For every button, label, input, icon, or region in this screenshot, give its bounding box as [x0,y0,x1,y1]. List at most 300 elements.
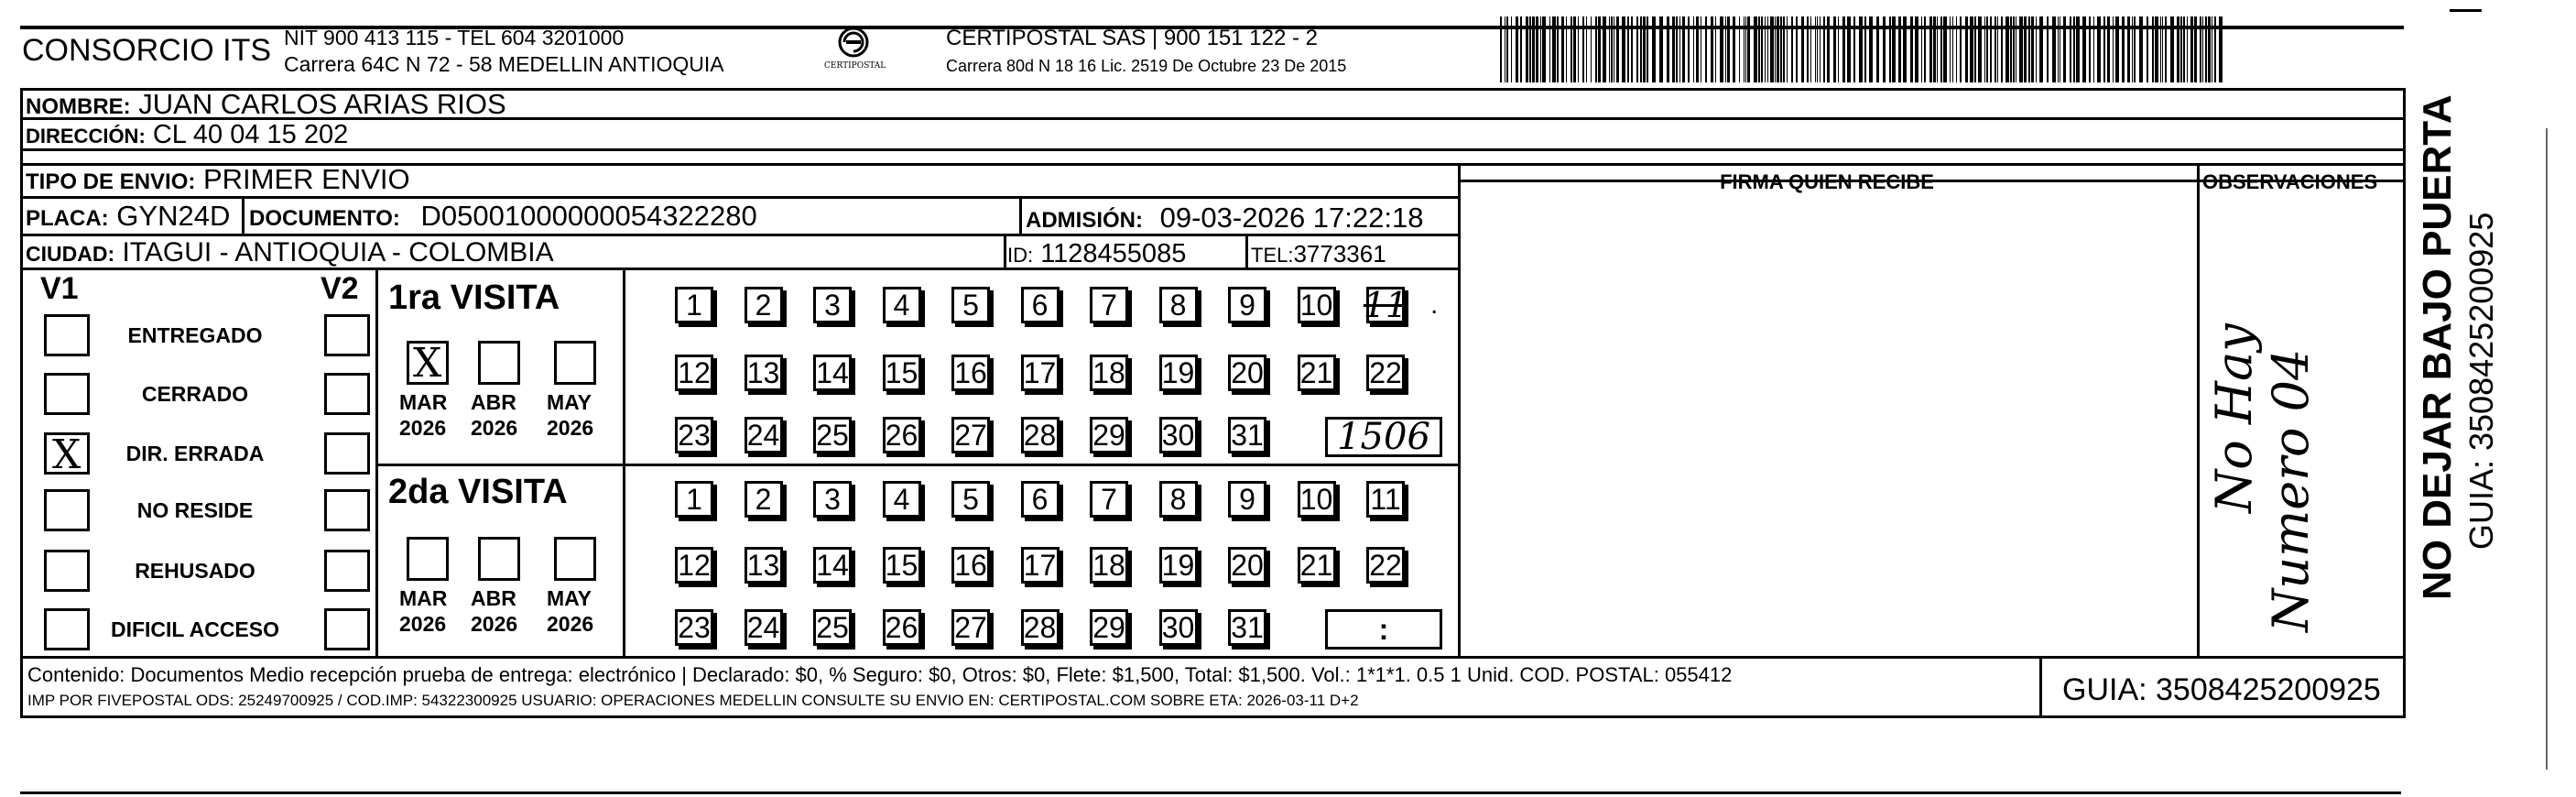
day-box[interactable]: 22 [1366,547,1405,584]
footer-imp: IMP POR FIVEPOSTAL ODS: 25249700925 / COD.IMP: 54322300925 USUARIO: OPERACIONES MEDELLIN CONSULTE SU ENVIO EN: CERTIPOSTAL.COM SOBRE ETA: 2026-03-11 D+2 [27,692,1359,709]
v1-checkbox[interactable] [44,314,90,356]
barcode-bar [2147,16,2148,82]
day-box[interactable]: 13 [745,547,783,584]
barcode-bar [2103,16,2105,82]
barcode-bar [2024,16,2027,82]
barcode [1498,16,2225,82]
v2-checkbox[interactable] [324,373,370,415]
day-box[interactable]: 15 [883,355,921,391]
barcode-bar [2190,16,2193,82]
barcode-bar [1978,16,1982,82]
barcode-bar [1997,16,1998,82]
placa-label: PLACA: [26,206,109,231]
month-label: MAY [547,586,592,610]
admision-value: 09-03-2026 17:22:18 [1159,202,1424,234]
id-label: ID: [1007,244,1034,267]
v1-checkbox[interactable] [44,608,90,650]
day-box[interactable]: 27 [951,417,990,453]
firma-header: FIRMA QUIEN RECIBE [1720,170,1934,193]
year-label: 2026 [399,416,447,440]
month-checkbox[interactable] [407,537,449,581]
month-checkbox[interactable] [478,341,520,385]
day-box[interactable]: 17 [1021,355,1060,391]
day-box[interactable]: 7 [1090,481,1128,518]
day-box[interactable]: 20 [1228,355,1266,391]
day-box[interactable]: 19 [1159,547,1198,584]
barcode-bar [1739,16,1740,82]
barcode-bar [2194,16,2197,82]
tel-label: TEL: [1251,244,1294,267]
day-box[interactable]: 23 [675,609,713,646]
barcode-bar [2183,16,2185,82]
barcode-bar [2122,16,2125,82]
barcode-bar [1520,16,1522,82]
corner-mark [2450,9,2482,12]
barcode-bar [2073,16,2075,82]
barcode-bar [1578,16,1579,82]
barcode-bar [1582,16,1584,82]
barcode-bar [1536,16,1538,82]
barcode-bar [1557,16,1559,82]
barcode-bar [1823,16,1825,82]
barcode-bar [1500,16,1502,82]
day-box[interactable]: 31 [1228,609,1266,646]
barcode-bar [1898,16,1901,82]
v1-checkbox[interactable] [44,373,90,415]
barcode-bar [1747,16,1750,82]
ciudad-label: CIUDAD: [26,242,115,266]
barcode-bar [2200,16,2201,82]
barcode-bar [1770,16,1774,82]
barcode-bar [2097,16,2101,82]
month-checkbox[interactable] [407,341,449,385]
barcode-bar [1647,16,1648,82]
barcode-bar [2089,16,2091,82]
v1-checkbox[interactable] [44,550,90,592]
barcode-bar [1627,16,1629,82]
barcode-bar [1676,16,1678,82]
bottom-rule [20,792,2401,794]
tel-value: 3773361 [1293,240,1386,267]
v1-label: V1 [40,271,79,306]
v1-checkbox[interactable] [44,431,90,478]
barcode-bar [1705,16,1707,82]
barcode-bar [2001,16,2003,82]
barcode-bar [2031,16,2034,82]
month-checkbox-mark: X [413,340,442,387]
day-box[interactable]: 7 [1090,287,1128,323]
barcode-bar [1622,16,1625,82]
barcode-bar [1725,16,1726,82]
barcode-bar [2127,16,2130,82]
barcode-bar [1847,16,1851,82]
barcode-bar [1889,16,1891,82]
barcode-bar [1791,16,1793,82]
day-box[interactable]: 4 [883,287,921,323]
barcode-bar [1780,16,1782,82]
barcode-bar [1526,16,1528,82]
documento-label: DOCUMENTO: [249,206,400,231]
barcode-bar [1807,16,1809,82]
ciudad-row [26,239,554,267]
day-box[interactable]: 28 [1021,417,1060,453]
day-box[interactable]: 30 [1159,609,1198,646]
barcode-bar [1859,16,1863,82]
barcode-bar [2155,16,2158,82]
direccion-value: CL 40 04 15 202 [152,120,349,149]
barcode-bar [1838,16,1839,82]
barcode-bar [2039,16,2043,82]
barcode-bar [1679,16,1680,82]
day-box[interactable]: 24 [745,609,783,646]
direccion-label: DIRECCIÓN: [26,125,146,147]
day-box[interactable]: 11 [1366,481,1405,518]
nombre-label: NOMBRE: [26,94,131,119]
barcode-bar [1640,16,1642,82]
certipostal-line: CERTIPOSTAL SAS | 900 151 122 - 2 [946,26,1318,50]
day-box[interactable]: 19 [1159,355,1198,391]
barcode-bar [1744,16,1745,82]
day-box[interactable]: 20 [1228,547,1266,584]
barcode-bar [1693,16,1694,82]
tipo-value: PRIMER ENVIO [202,163,410,195]
barcode-bar [1933,16,1936,82]
barcode-bar [1616,16,1619,82]
day-box[interactable]: 6 [1021,481,1060,518]
day-box[interactable]: 24 [745,417,783,453]
barcode-bar [1952,16,1953,82]
certipostal-logo [817,26,890,77]
barcode-bar [1783,16,1785,82]
barcode-bar [1833,16,1836,82]
day-box[interactable]: 18 [1090,355,1128,391]
barcode-bar [2170,16,2174,82]
barcode-bar [1940,16,1942,82]
barcode-bar [1552,16,1556,82]
barcode-bar [2113,16,2114,82]
day-box[interactable]: 25 [813,609,852,646]
barcode-bar [1950,16,1951,82]
barcode-bar [2160,16,2161,82]
admision-row [1026,203,1423,232]
day-box[interactable]: 8 [1159,287,1198,323]
barcode-bar [1765,16,1766,82]
barcode-bar [1540,16,1541,82]
first-visit-title: 1ra VISITA [388,278,560,317]
barcode-bar [2005,16,2009,82]
barcode-bar [2047,16,2049,82]
barcode-bar [1758,16,1760,82]
month-checkbox[interactable] [554,341,596,385]
barcode-bar [2107,16,2110,82]
id-value: 1128455085 [1040,239,1187,268]
barcode-bar [1986,16,1988,82]
observaciones-header: OBSERVACIONES [2202,170,2378,193]
barcode-bar [1965,16,1968,82]
status-label: ENTREGADO [127,323,263,347]
day-box[interactable]: 29 [1090,417,1128,453]
day-box[interactable]: 18 [1090,547,1128,584]
barcode-bar [2214,16,2216,82]
barcode-bar [1910,16,1913,82]
day-box[interactable]: 12 [675,547,713,584]
ciudad-value: ITAGUI - ANTIOQUIA - COLOMBIA [122,237,554,267]
barcode-bar [2063,16,2066,82]
v2-checkbox[interactable] [324,489,370,531]
barcode-bar [1573,16,1576,82]
day-box[interactable]: 10 [1298,481,1336,518]
barcode-bar [2202,16,2203,82]
barcode-bar [1715,16,1716,82]
footer-guia: GUIA: 3508425200925 [2062,672,2381,707]
year-label: 2026 [547,612,594,636]
status-label: NO RESIDE [136,498,254,522]
day-box[interactable]: 21 [1298,547,1336,584]
first-visit-time[interactable] [1325,417,1442,457]
placa-row [26,202,230,230]
certipostal-address: Carrera 80d N 18 16 Lic. 2519 De Octubre 23 De 2015 [946,57,1347,75]
tipo-label: TIPO DE ENVIO: [26,169,196,194]
day-box[interactable]: 2 [745,287,783,323]
barcode-bar [1921,16,1922,82]
barcode-bar [1586,16,1587,82]
barcode-bar [1682,16,1685,82]
barcode-bar [1924,16,1926,82]
barcode-bar [2152,16,2154,82]
barcode-bar [2165,16,2167,82]
day-box[interactable]: 5 [951,481,990,518]
month-label: MAY [547,390,592,414]
barcode-bar [1903,16,1907,82]
barcode-bar [1820,16,1821,82]
day-box[interactable]: 31 [1228,417,1266,453]
v2-checkbox[interactable] [324,432,370,475]
month-checkbox[interactable] [478,537,520,581]
barcode-bar [2177,16,2179,82]
barcode-bar [1810,16,1811,82]
barcode-bar [2134,16,2136,82]
barcode-bar [2139,16,2143,82]
observacion-line-2: Numero 04 [2262,348,2320,632]
day-box[interactable]: 4 [883,481,921,518]
tipo-row [26,165,410,193]
barcode-bar [1937,16,1938,82]
status-label: REHUSADO [135,559,255,583]
day-box[interactable]: 25 [813,417,852,453]
barcode-bar [1609,16,1610,82]
day-box[interactable]: 16 [951,547,990,584]
day-box[interactable]: 27 [951,609,990,646]
barcode-bar [1970,16,1973,82]
barcode-bar [1636,16,1638,82]
company-address: Carrera 64C N 72 - 58 MEDELLIN ANTIOQUIA [284,52,724,76]
day-box[interactable]: 5 [951,287,990,323]
barcode-bar [1767,16,1768,82]
barcode-bar [1659,16,1663,82]
v2-checkbox[interactable] [324,550,370,592]
day-box[interactable]: 15 [883,547,921,584]
barcode-bar [2093,16,2094,82]
barcode-bar [1516,16,1518,82]
barcode-bar [1598,16,1601,82]
status-label: CERRADO [141,382,249,406]
barcode-bar [2028,16,2030,82]
barcode-bar [1994,16,1996,82]
second-visit-title: 2da VISITA [388,473,568,511]
nombre-row [26,90,506,118]
barcode-bar [1801,16,1804,82]
barcode-bar [1506,16,1508,82]
day-box[interactable]: 16 [951,355,990,391]
day-box[interactable]: 28 [1021,609,1060,646]
day-box[interactable]: 22 [1366,355,1405,391]
side-edge [2546,128,2548,770]
barcode-bar [2010,16,2012,82]
barcode-bar [1974,16,1976,82]
barcode-bar [1864,16,1866,82]
year-label: 2026 [471,612,518,636]
barcode-bar [1787,16,1788,82]
year-label: 2026 [399,612,447,636]
nombre-value: JUAN CARLOS ARIAS RIOS [138,88,506,120]
day-box[interactable]: 9 [1228,287,1266,323]
documento-row [249,202,757,230]
barcode-bar [1876,16,1879,82]
v2-checkbox[interactable] [324,608,370,650]
barcode-bar [1915,16,1918,82]
barcode-bar [2132,16,2133,82]
barcode-bar [2036,16,2037,82]
day-box[interactable]: 3 [813,287,852,323]
barcode-bar [1631,16,1633,82]
barcode-bar [1511,16,1512,82]
barcode-bar [1842,16,1845,82]
barcode-bar [1688,16,1690,82]
barcode-bar [1761,16,1763,82]
barcode-bar [2219,16,2223,82]
barcode-bar [1984,16,1985,82]
barcode-bar [1733,16,1735,82]
barcode-bar [1796,16,1798,82]
second-visit-time[interactable] [1325,609,1442,650]
day-box[interactable]: 6 [1021,287,1060,323]
month-label: MAR [399,586,448,610]
barcode-bar [1869,16,1873,82]
v1-checkbox-mark: X [52,431,82,478]
day-box[interactable]: 30 [1159,417,1198,453]
barcode-bar [1696,16,1699,82]
barcode-bar [1727,16,1730,82]
day-box[interactable]: 17 [1021,547,1060,584]
barcode-bar [1603,16,1606,82]
day-box[interactable]: 8 [1159,481,1198,518]
day-box[interactable]: 1 [675,287,713,323]
barcode-bar [1561,16,1564,82]
barcode-bar [1956,16,1957,82]
barcode-bar [2070,16,2071,82]
barcode-bar [2187,16,2188,82]
day-box[interactable]: 9 [1228,481,1266,518]
month-label: MAR [399,390,448,414]
observacion-line-1: No Hay [2205,323,2263,513]
direccion-row [26,122,348,148]
day-box[interactable]: 10 [1298,287,1336,323]
barcode-bar [2058,16,2059,82]
barcode-bar [1929,16,1932,82]
day-box[interactable]: 14 [813,547,852,584]
barcode-bar [2052,16,2056,82]
barcode-bar [1667,16,1669,82]
day-box[interactable]: 14 [813,355,852,391]
day-box[interactable]: 23 [675,417,713,453]
company-nit: NIT 900 413 115 - TEL 604 3201000 [284,26,625,49]
barcode-bar [1827,16,1830,82]
side-guia: GUIA: 3508425200925 [2462,212,2500,550]
year-label: 2026 [547,416,594,440]
footer-contenido: Contenido: Documentos Medio recepción prueba de entrega: electrónico | Declarado: $0, % Seguro: $0, Otros: $0, Flete: $1,500, Total: $1,500. Vol.: 1*1*1. 0.5 1 Unid. COD. POSTAL: 055412 [27,663,1733,686]
barcode-bar [1611,16,1613,82]
day-box[interactable]: 2 [745,481,783,518]
status-label: DIR. ERRADA [125,442,265,465]
id-row [1007,241,1186,267]
barcode-bar [1754,16,1757,82]
day-box[interactable]: 12 [675,355,713,391]
day-box[interactable]: 13 [745,355,783,391]
v1-checkbox[interactable] [44,489,90,531]
day-box[interactable]: 3 [813,481,852,518]
day-box[interactable]: 11 [1363,285,1408,325]
month-label: ABR [471,390,516,414]
tel-row [1251,242,1386,266]
day-box[interactable]: 26 [883,609,921,646]
month-checkbox[interactable] [554,537,596,581]
barcode-bar [1943,16,1947,82]
barcode-bar [1777,16,1779,82]
day-box[interactable]: 26 [883,417,921,453]
barcode-bar [2019,16,2023,82]
barcode-bar [1672,16,1675,82]
barcode-bar [2205,16,2207,82]
visit-time-value: 1506 [1337,416,1430,458]
barcode-bar [1529,16,1531,82]
barcode-bar [1571,16,1572,82]
barcode-bar [2162,16,2163,82]
barcode-bar [2115,16,2119,82]
barcode-bar [1595,16,1597,82]
barcode-bar [2082,16,2086,82]
v2-checkbox[interactable] [324,314,370,356]
month-label: ABR [471,586,516,610]
day-box[interactable]: 1 [675,481,713,518]
barcode-bar [1643,16,1646,82]
barcode-bar [1532,16,1535,82]
documento-value: D05001000000054322280 [420,200,757,232]
day-box[interactable]: 21 [1298,355,1336,391]
barcode-bar [1745,16,1746,82]
barcode-bar [2208,16,2211,82]
barcode-bar [1883,16,1886,82]
barcode-bar [1591,16,1592,82]
side-warning: NO DEJAR BAJO PUERTA [2415,94,2460,600]
barcode-bar [1960,16,1962,82]
day-box[interactable]: 29 [1090,609,1128,646]
company-name: CONSORCIO ITS [22,33,272,68]
year-label: 2026 [471,416,518,440]
barcode-bar [2180,16,2182,82]
status-label: DIFICIL ACCESO [110,617,279,641]
barcode-bar [1566,16,1567,82]
barcode-bar [1775,16,1776,82]
